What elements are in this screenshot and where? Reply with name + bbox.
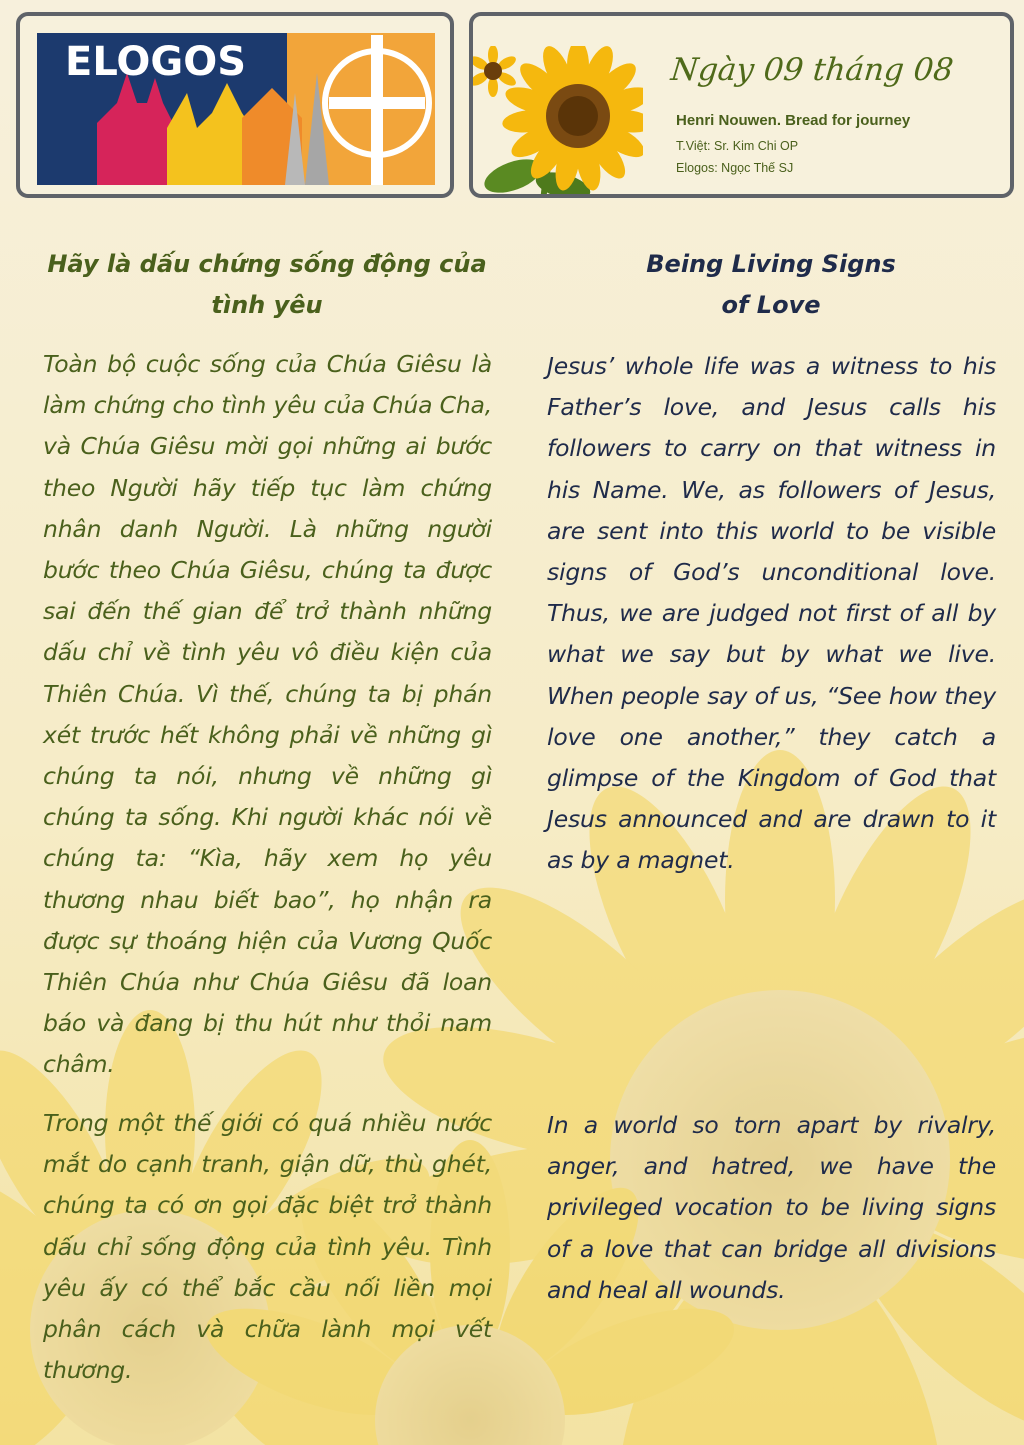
english-title-line1: Being Living Signs [646,250,896,278]
logo-text: ELOGOS [65,39,247,85]
elogos-logo [37,33,435,185]
editor-credit: Elogos: Ngọc Thế SJ [676,161,794,175]
english-paragraph-2: In a world so torn apart by rivalry, anger, and hatred, we have the privileged vocation to be living signs of a love that can bridge all divisions and heal all wounds. [547,1111,996,1304]
source-title: Henri Nouwen. Bread for journey [676,112,911,129]
vietnamese-title [42,244,492,326]
translator-credit: T.Việt: Sr. Kim Chi OP [676,139,799,153]
english-title [546,244,996,326]
logo-panel [16,12,454,198]
english-title-line2: of Love [721,291,821,319]
vietnamese-paragraph-1: Toàn bộ cuộc sống của Chúa Giêsu là làm chứng cho tình yêu của Chúa Cha, và Chúa Giêsu mời gọi những ai bước theo Người hãy tiếp tục làm chứng nhân danh Người. Là những người bước theo Chúa Giêsu, chúng ta được sai đến thế gian để trở thành những dấu chỉ về tình yêu vô điều kiện của Thiên Chúa. Vì thế, chúng ta bị phán xét trước hết không phải về những gì chúng ta nói, nhưng về những gì chúng ta sống. Khi người khác nói về chúng ta: “Kìa, hãy xem họ yêu thương nhau biết bao”, họ nhận ra được sự thoáng hiện của Vương Quốc Thiên Chúa như Chúa Giêsu đã loan báo và đang bị thu hút như thỏi nam châm. [43,350,492,1079]
date-title: Ngày 09 tháng 08 [669,52,956,88]
sunflower-image [473,46,643,198]
english-paragraph-1: Jesus’ whole life was a witness to his Father’s love, and Jesus calls his followers to carry on that witness in his Name. We, as followers of Jesus, are sent into this world to be visible signs of God’s unconditional love. Thus, we are judged not first of all by what we say but by what we live. When people say of us, “See how they love one another,” they catch a glimpse of the Kingdom of God that Jesus announced and are drawn to it as by a magnet. [547,352,996,875]
vietnamese-paragraph-2: Trong một thế giới có quá nhiều nước mắt do cạnh tranh, giận dữ, thù ghét, chúng ta có ơn gọi đặc biệt trở thành dấu chỉ sống động của tình yêu. Tình yêu ấy có thể bắc cầu nối liền mọi phân cách và chữa lành mọi vết thương. [43,1109,492,1385]
date-panel [469,12,1014,198]
vietnamese-title-line1: Hãy là dấu chứng sống động của [47,250,487,278]
vietnamese-title-line2: tình yêu [211,291,323,319]
